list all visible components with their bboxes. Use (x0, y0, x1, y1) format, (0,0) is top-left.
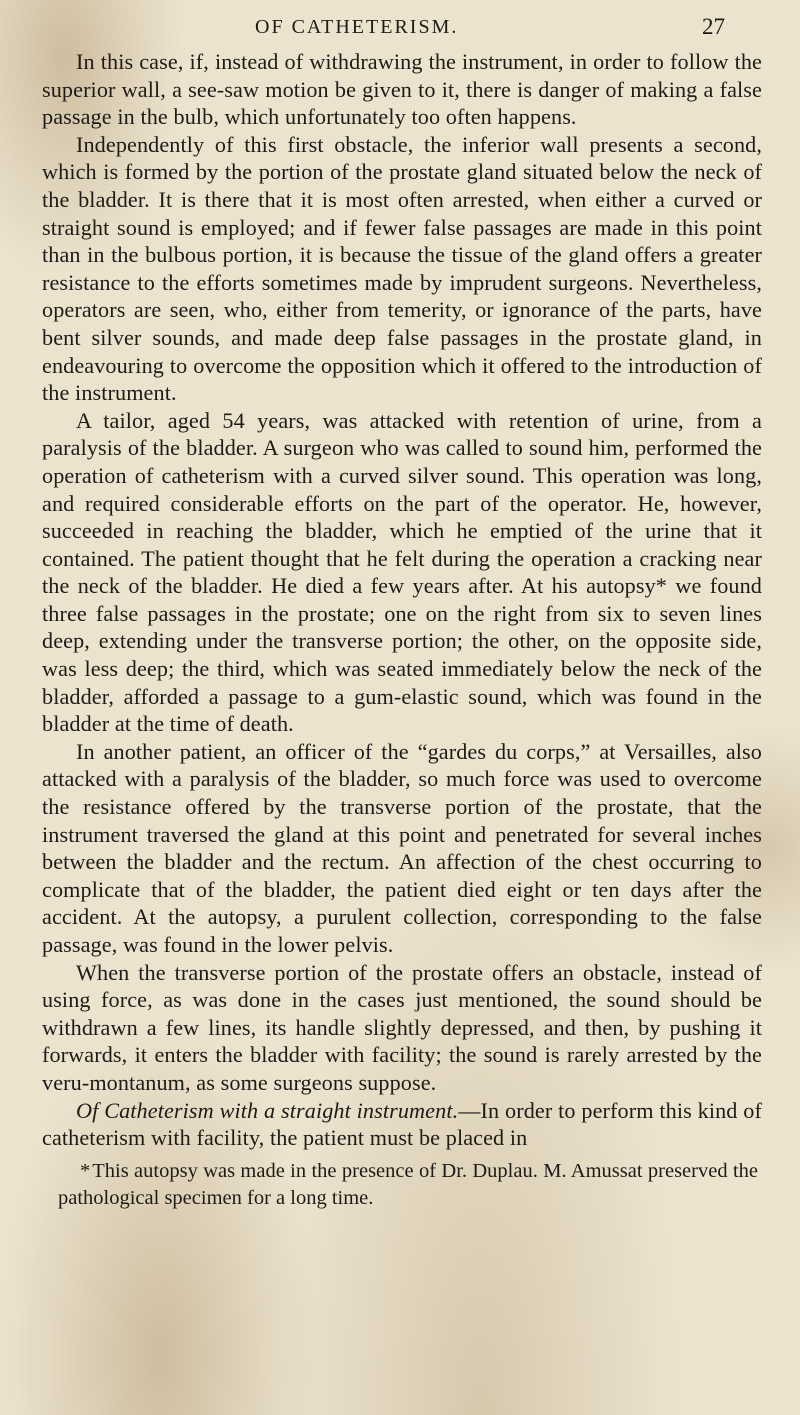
paragraph: A tailor, aged 54 years, was attacked with retention of urine, from a paralysis of the bladder. A surgeon who was called to sound him, performed the operation of catheterism with a curved silver sound. This operation was long, and required considerable efforts on the part of the operator. He, however, succeeded in reaching the bladder, which he emptied of the urine that it contained. The patient thought that he felt during the operation a cracking near the neck of the bladder. He died a few years after. At his autopsy* we found three false passages in the prostate; one on the right from six to seven lines deep, extending under the transverse portion; the other, on the opposite side, was less deep; the third, which was seated immediately below the neck of the bladder, afforded a passage to a gum-elastic sound, which was found in the bladder at the time of death. (42, 407, 762, 737)
footnote (58, 1158, 758, 1212)
paragraph: When the transverse portion of the prostate offers an obstacle, instead of using force, as was done in the cases just mentioned, the sound should be withdrawn a few lines, its handle slightly depressed, and then, by pushing it forwards, it enters the bladder with facility; the sound is rarely arrested by the veru-montanum, as some surgeons suppose. (42, 959, 762, 1095)
page-header (0, 10, 800, 46)
footnote-body: This autopsy was made in the presence of Dr. Duplau. M. Amussat preserved the pathological specimen for a long time. (58, 1160, 758, 1209)
footnote-mark: * (80, 1160, 91, 1182)
body-text (42, 48, 762, 1152)
page-number: 27 (702, 14, 725, 39)
footnote-text (58, 1158, 758, 1212)
running-head: OF CATHETERISM. (255, 16, 459, 38)
italic-subheading: Of Catheterism with a straight instrument. (76, 1097, 459, 1123)
paragraph: In another patient, an officer of the “gardes du corps,” at Versailles, also attacked with a paralysis of the bladder, so much force was used to overcome the resistance offered by the transverse portion of the prostate, that the instrument traversed the gland at this point and penetrated for several inches between the bladder and the rectum. An affection of the chest occurring to complicate that of the bladder, the patient died eight or ten days after the accident. At the autopsy, a purulent collection, corresponding to the false passage, was found in the lower pelvis. (42, 738, 762, 957)
paragraph (42, 1097, 762, 1152)
paragraph: Independently of this first obstacle, the inferior wall presents a second, which is formed by the portion of the prostate gland situated below the neck of the bladder. It is there that it is most often arrested, when either a curved or straight sound is employed; and if fewer false passages are made in this point than in the bulbous portion, it is because the tissue of the gland offers a greater resistance to the efforts sometimes made by imprudent surgeons. Nevertheless, operators are seen, who, either from temerity, or ignorance of the parts, have bent silver sounds, and made deep false passages in the prostate gland, in endeavouring to overcome the opposition which it offered to the introduction of the instrument. (42, 131, 762, 406)
paragraph-text: —In order to perform this kind of catheterism with facility, the patient must be placed in (42, 1097, 762, 1151)
paragraph: In this case, if, instead of withdrawing the instrument, in order to follow the superior wall, a see-saw motion be given to it, there is danger of making a false passage in the bulb, which unfortunately too often happens. (42, 49, 762, 130)
